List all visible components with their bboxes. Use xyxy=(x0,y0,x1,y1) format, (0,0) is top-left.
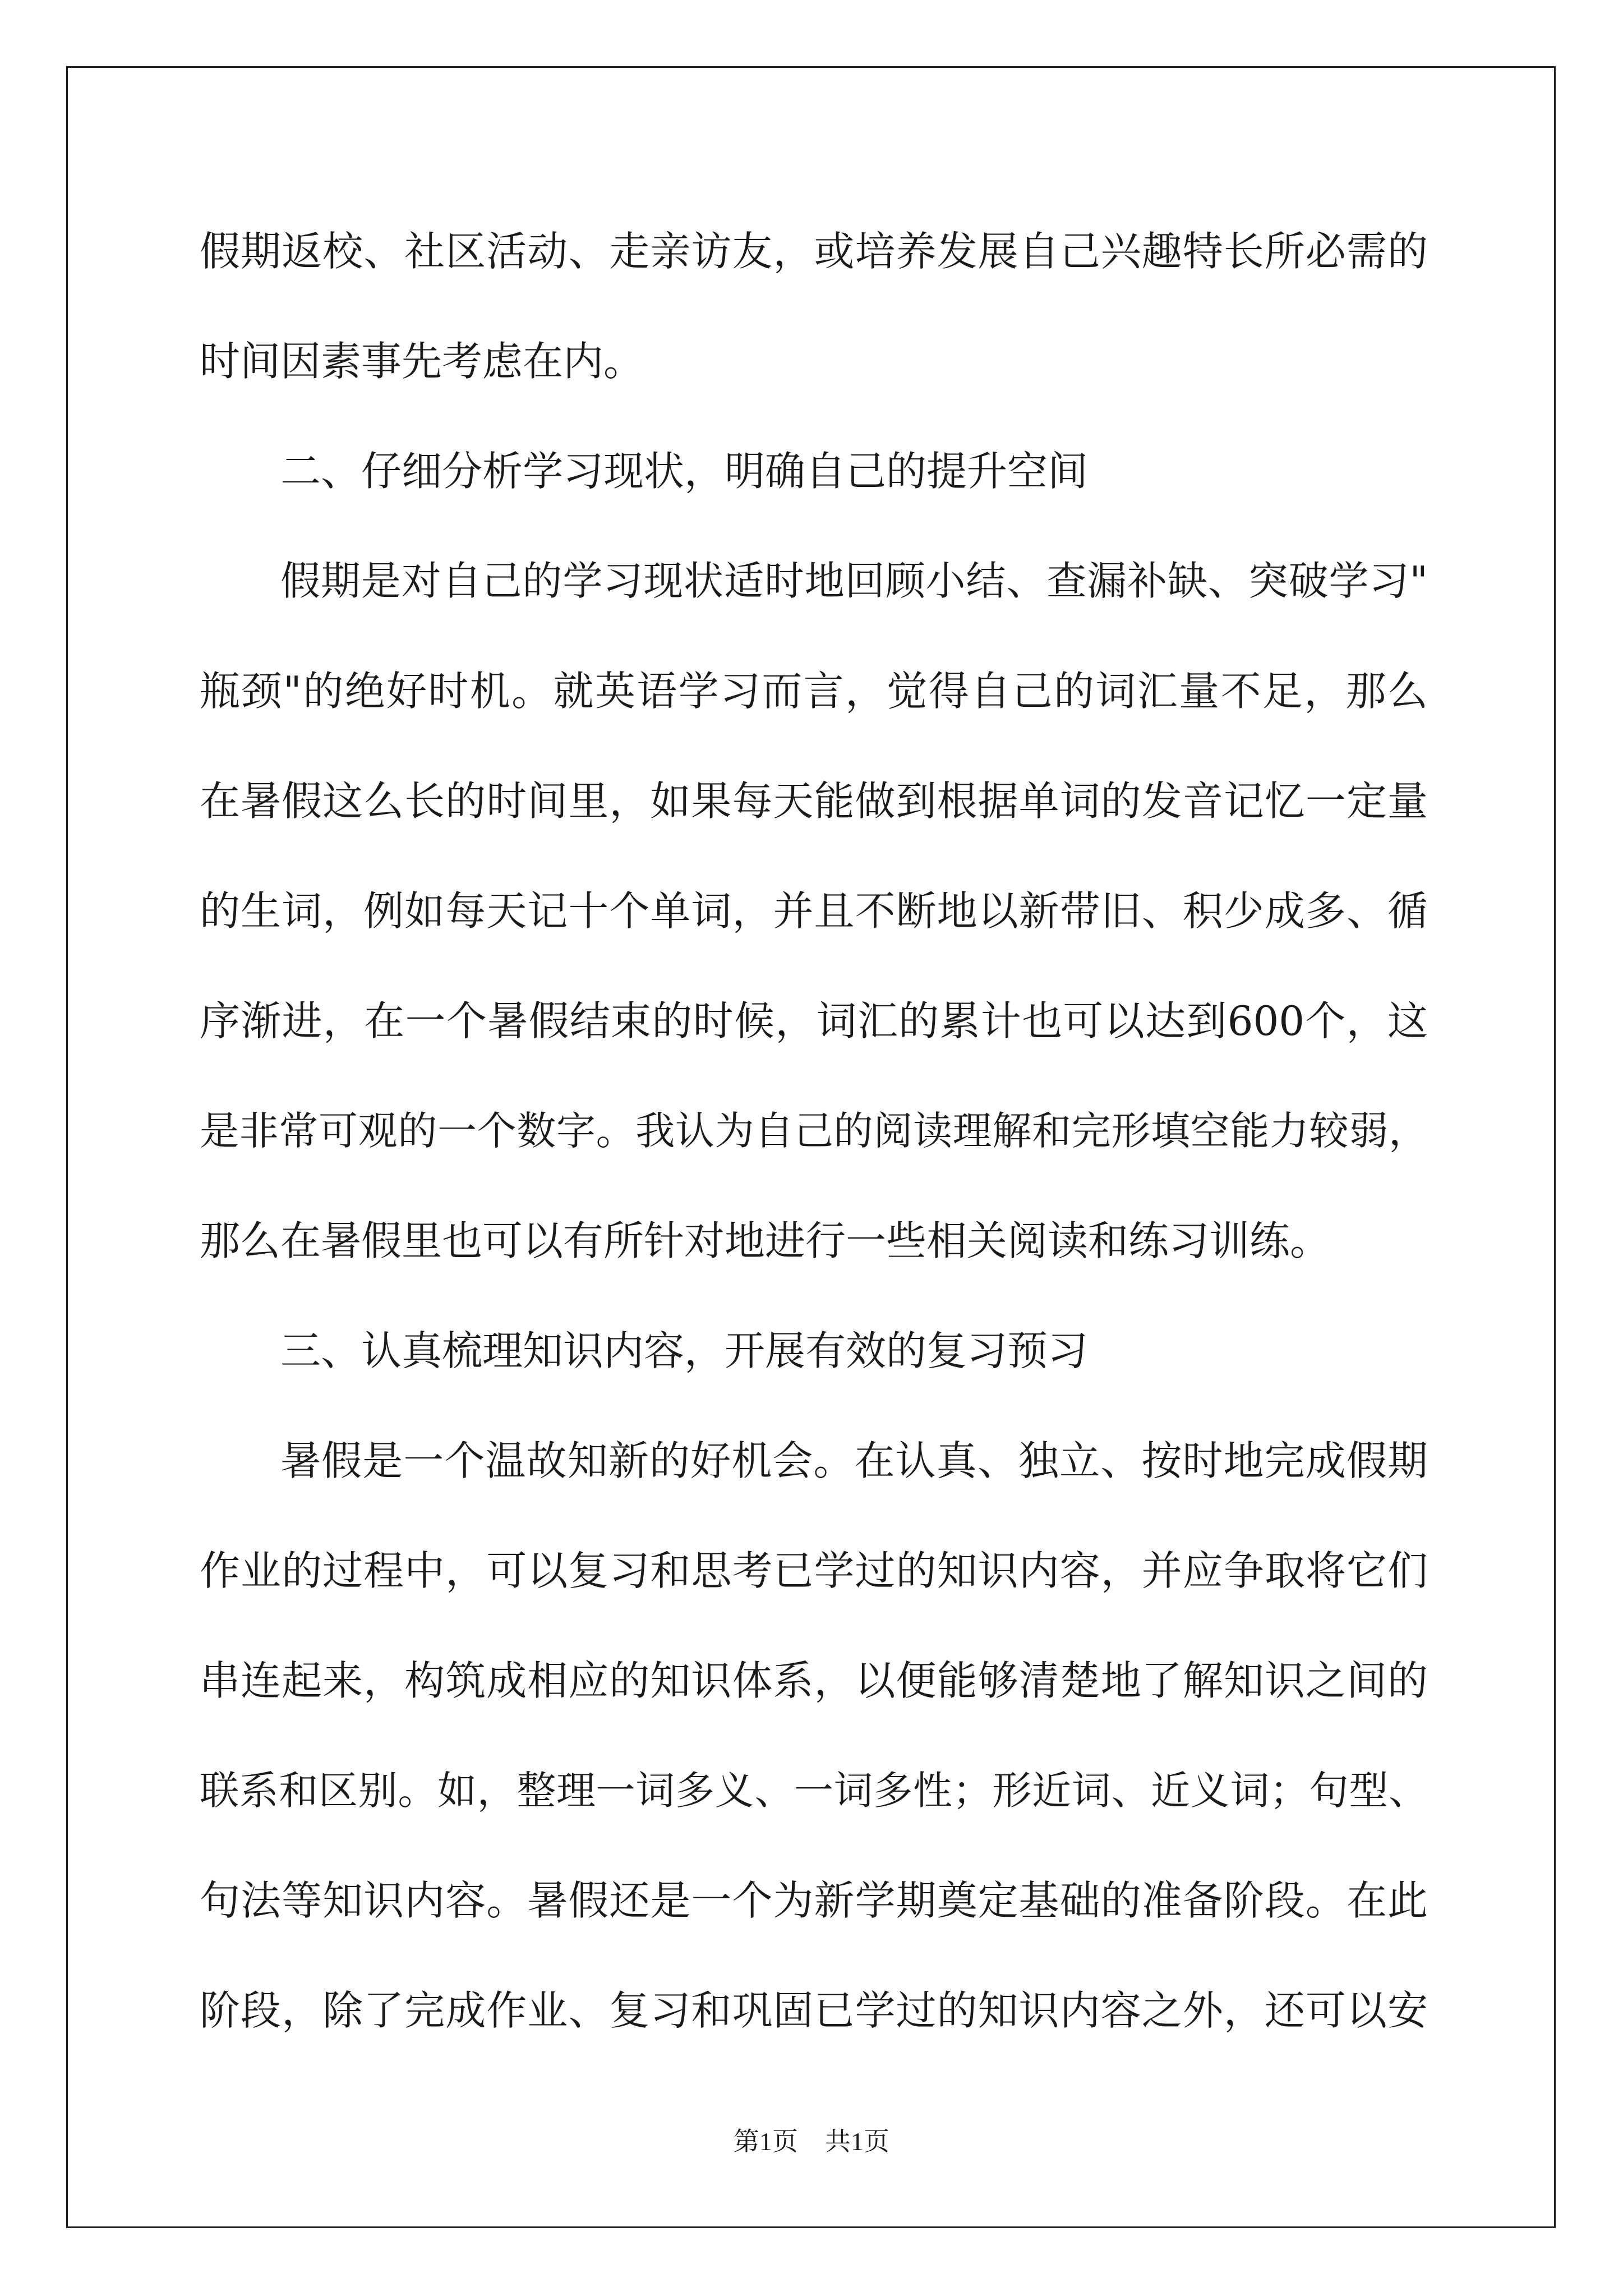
page-footer xyxy=(0,2125,1623,2159)
page-total: 共1页 xyxy=(825,2127,889,2156)
text-line: 序渐进，在一个暑假结束的时候，词汇的累计也可以达到600个，这 xyxy=(200,997,1428,1045)
section-heading: 二、仔细分析学习现状，明确自己的提升空间 xyxy=(280,448,1089,495)
text-line: 句法等知识内容。暑假还是一个为新学期奠定基础的准备阶段。在此 xyxy=(200,1877,1428,1924)
text-line: 暑假是一个温故知新的好机会。在认真、独立、按时地完成假期 xyxy=(280,1437,1428,1484)
text-line: 串连起来，构筑成相应的知识体系，以便能够清楚地了解知识之间的 xyxy=(200,1657,1428,1704)
text-line: 瓶颈"的绝好时机。就英语学习而言，觉得自己的词汇量不足，那么 xyxy=(200,668,1428,715)
text-line: 作业的过程中，可以复习和思考已学过的知识内容，并应争取将它们 xyxy=(200,1547,1428,1594)
text-line: 联系和区别。如，整理一词多义、一词多性；形近词、近义词；句型、 xyxy=(200,1768,1428,1814)
text-line: 的生词，例如每天记十个单词，并且不断地以新带旧、积少成多、循 xyxy=(200,887,1428,935)
section-heading: 三、认真梳理知识内容，开展有效的复习预习 xyxy=(280,1327,1089,1374)
text-line: 时间因素事先考虑在内。 xyxy=(200,338,644,385)
text-line: 假期是对自己的学习现状适时地回顾小结、查漏补缺、突破学习" xyxy=(280,558,1428,604)
text-line: 那么在暑假里也可以有所针对地进行一些相关阅读和练习训练。 xyxy=(200,1217,1331,1264)
text-line: 假期返校、社区活动、走亲访友，或培养发展自己兴趣特长所必需的 xyxy=(200,228,1428,275)
document-body xyxy=(200,212,1428,2081)
text-line: 是非常可观的一个数字。我认为自己的阅读理解和完形填空能力较弱， xyxy=(200,1108,1428,1154)
page-number: 第1页 xyxy=(734,2127,798,2156)
text-line: 阶段，除了完成作业、复习和巩固已学过的知识内容之外，还可以安 xyxy=(200,1987,1428,2034)
text-line: 在暑假这么长的时间里，如果每天能做到根据单词的发音记忆一定量 xyxy=(200,777,1428,825)
